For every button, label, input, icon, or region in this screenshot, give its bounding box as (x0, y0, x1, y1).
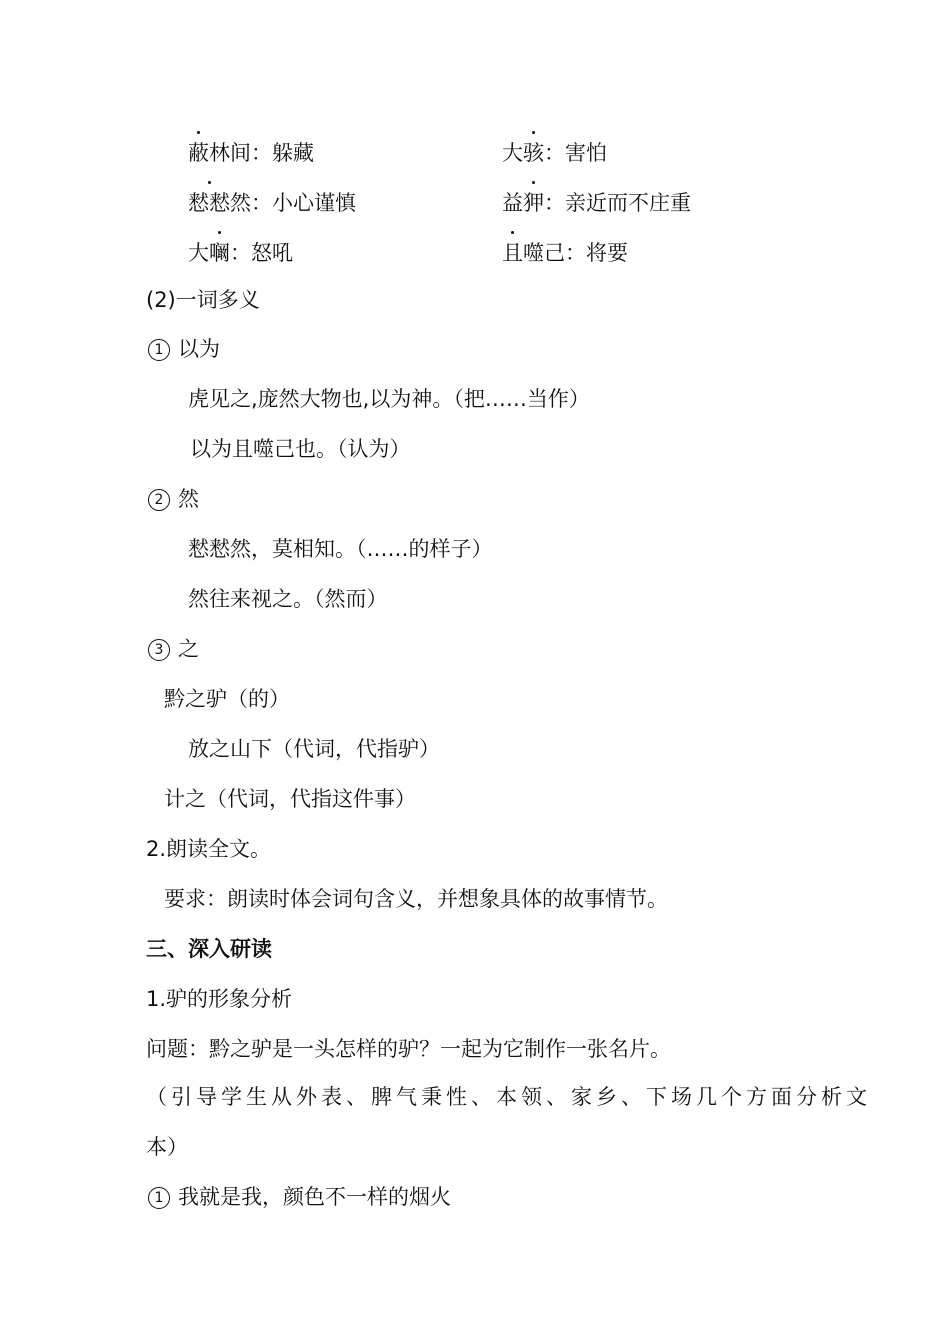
paragraph: 要求：朗读时体会词句含义，并想象具体的故事情节。 (164, 887, 668, 911)
section-heading: 1.驴的形象分析 (146, 987, 293, 1011)
vocab-item: 益狎：亲近而不庄重 (502, 188, 691, 218)
section-heading: 2.朗读全文。 (146, 837, 272, 861)
circled-number: 1 (148, 1187, 170, 1209)
emphasis-char: 骇 (523, 138, 544, 168)
vocab-item: 大骇：害怕 (502, 138, 607, 168)
example-line: 然往来视之。（然而） (188, 587, 388, 611)
example-line: 放之山下（代词，代指驴） (188, 737, 440, 761)
list-item: 1 以为 (148, 334, 220, 364)
vocab-item: 且噬己：将要 (502, 238, 628, 268)
paragraph: （引导学生从外表、脾气秉性、本领、家乡、下场几个方面分析文 (146, 1085, 871, 1109)
emphasis-char: 蔽 (188, 138, 209, 168)
vocab-item: 慭慭然：小心谨慎 (188, 188, 356, 218)
emphasis-char: 狎 (523, 188, 544, 218)
emphasis-char: 且 (502, 238, 523, 268)
circled-number: 2 (148, 489, 170, 511)
emphasis-char: 慭慭 (188, 188, 230, 218)
example-line: 虎见之,庞然大物也,以为神。（把……当作） (188, 387, 590, 411)
emphasis-char: 㘎 (209, 238, 230, 268)
section-heading: (2)一词多义 (146, 288, 260, 312)
vocab-item: 蔽林间：躲藏 (188, 138, 314, 168)
circled-number: 3 (148, 639, 170, 661)
example-line: 计之（代词，代指这件事） (164, 787, 416, 811)
paragraph: 本） (146, 1135, 188, 1159)
part-heading: 三、深入研读 (146, 937, 272, 961)
list-item: 1 我就是我，颜色不一样的烟火 (148, 1182, 451, 1212)
example-line: 慭慭然，莫相知。（……的样子） (188, 537, 493, 561)
example-line: 以为且噬己也。（认为） (190, 437, 411, 461)
circled-number: 1 (148, 339, 170, 361)
example-line: 黔之驴（的） (164, 687, 290, 711)
list-item: 3 之 (148, 634, 199, 664)
vocab-item: 大㘎：怒吼 (188, 238, 293, 268)
list-item: 2 然 (148, 484, 199, 514)
paragraph: 问题：黔之驴是一头怎样的驴？一起为它制作一张名片。 (146, 1037, 671, 1061)
